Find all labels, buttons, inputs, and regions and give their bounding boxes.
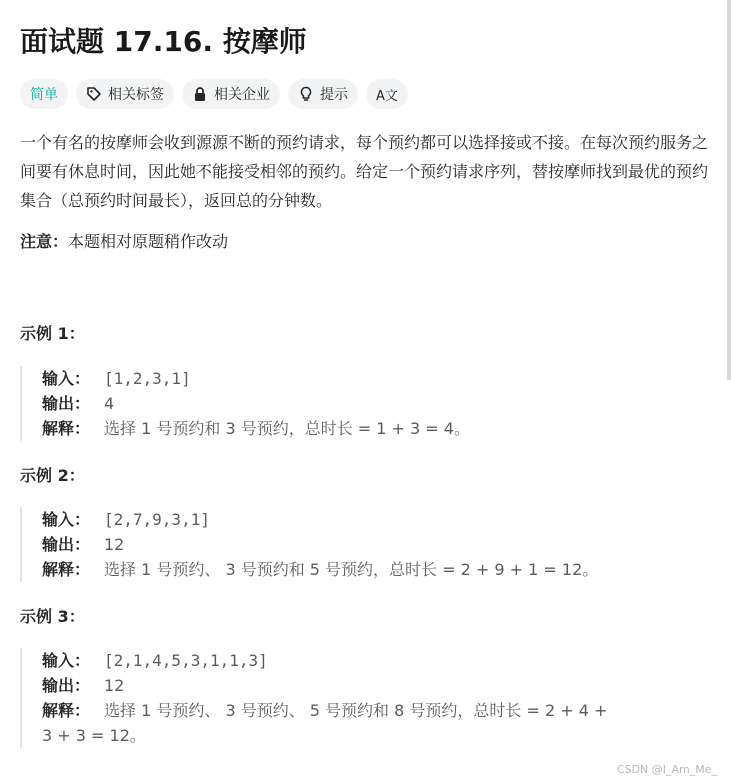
output-value: 4	[104, 394, 115, 413]
output-label: 输出：	[42, 394, 91, 413]
input-value: [2,7,9,3,1]	[104, 510, 210, 529]
input-value: [2,1,4,5,3,1,1,3]	[104, 651, 268, 670]
input-label: 输入：	[42, 510, 91, 529]
example-1-block	[20, 366, 710, 441]
example-3-explain-cont	[42, 723, 710, 748]
related-companies-label: 相关企业	[214, 87, 270, 103]
hint-button[interactable]	[288, 79, 358, 109]
output-value: 12	[104, 535, 125, 554]
lock-icon	[192, 86, 208, 102]
example-2-input	[42, 507, 710, 532]
difficulty-label: 简单	[30, 87, 58, 103]
explain-value: 选择 1 号预约、 3 号预约、 5 号预约和 8 号预约，总时长 = 2 + 4 +	[104, 701, 608, 720]
example-3-input	[42, 648, 710, 673]
example-2-output	[42, 532, 710, 557]
problem-title: 面试题 17.16. 按摩师	[20, 25, 307, 58]
output-value: 12	[104, 676, 125, 695]
explain-value: 选择 1 号预约和 3 号预约，总时长 = 1 + 3 = 4。	[104, 419, 470, 438]
watermark: CSDN @I_Am_Me_	[616, 763, 717, 776]
explain-label: 解释：	[42, 419, 91, 438]
related-tags-label: 相关标签	[108, 87, 164, 103]
problem-description: 一个有名的按摩师会收到源源不断的预约请求，每个预约都可以选择接或不接。在每次预约服务之间要有休息时间，因此她不能接受相邻的预约。给定一个预约请求序列，替按摩师找到最优的预约集合（总预约时间最长），返回总的分钟数。	[20, 133, 709, 210]
translate-icon: A文	[376, 88, 398, 104]
example-1-output	[42, 391, 710, 416]
tag-bar	[20, 79, 408, 109]
scrollbar[interactable]	[727, 0, 731, 380]
example-1-input	[42, 366, 710, 391]
explain-value-cont: 3 + 3 = 12。	[42, 726, 146, 745]
output-label: 输出：	[42, 535, 91, 554]
example-2-explain	[42, 557, 710, 582]
tag-icon	[86, 86, 102, 102]
translate-button[interactable]	[366, 79, 408, 109]
lightbulb-icon	[298, 86, 314, 102]
difficulty-badge[interactable]	[20, 79, 68, 109]
example-1-title: 示例 1：	[20, 324, 85, 343]
related-companies-button[interactable]	[182, 79, 280, 109]
note	[20, 230, 228, 254]
example-2-block	[20, 507, 710, 582]
explain-label: 解释：	[42, 560, 91, 579]
input-label: 输入：	[42, 651, 91, 670]
example-3-output	[42, 673, 710, 698]
example-3-block	[20, 648, 710, 748]
output-label: 输出：	[42, 676, 91, 695]
related-tags-button[interactable]	[76, 79, 174, 109]
explain-value: 选择 1 号预约、 3 号预约和 5 号预约，总时长 = 2 + 9 + 1 = 12。	[104, 560, 599, 579]
input-value: [1,2,3,1]	[104, 369, 191, 388]
example-3-explain	[42, 698, 710, 723]
note-label: 注意：	[20, 232, 69, 251]
input-label: 输入：	[42, 369, 91, 388]
note-text: 本题相对原题稍作改动	[68, 232, 229, 251]
explain-label: 解释：	[42, 701, 91, 720]
example-1-explain	[42, 416, 710, 441]
example-3-title: 示例 3：	[20, 607, 85, 626]
example-2-title: 示例 2：	[20, 466, 85, 485]
hint-label: 提示	[320, 87, 348, 103]
